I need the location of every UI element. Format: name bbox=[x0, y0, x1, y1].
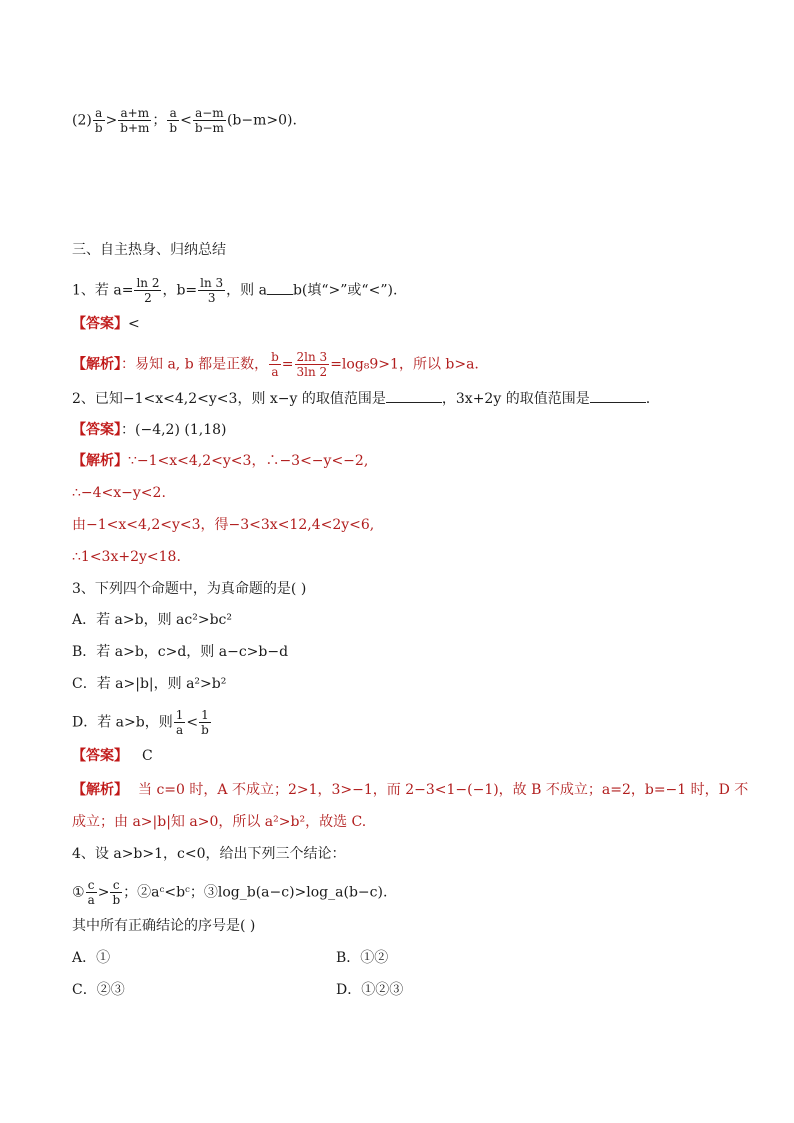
fraction: $\frac{a-m}{b-m}$ bbox=[194, 106, 224, 135]
answer-2 bbox=[72, 420, 226, 440]
q1-tail: ，则 a bbox=[226, 282, 267, 299]
fraction: $\frac{\ln 3}{3}$ bbox=[200, 276, 224, 305]
operator: > bbox=[105, 112, 118, 129]
option-a: A．① bbox=[72, 950, 111, 966]
answer-value: ：(−4,2) (1,18) bbox=[121, 422, 227, 438]
option-c: C．②③ bbox=[72, 982, 125, 998]
exp3-line: 当 c=0 时，A 不成立；2>1，3>−1，而 2−3<1−(−1)，故 B 不成立；a=2，b=−1 时，D 不 bbox=[138, 782, 749, 798]
exp1-post: =log₈9>1，所以 b>a. bbox=[330, 356, 479, 373]
explanation-2-line-1 bbox=[72, 451, 368, 471]
q1-pre: 1、若 a= bbox=[72, 282, 134, 299]
q1-mid: ，b= bbox=[162, 282, 198, 299]
answer-value: < bbox=[128, 316, 140, 332]
fraction: $\frac{c}{a}$ bbox=[87, 878, 95, 907]
option-a: A．若 a>b，则 ac²>bc² bbox=[72, 612, 232, 628]
question-4-ask: 其中所有正确结论的序号是( ) bbox=[72, 918, 256, 934]
property-2-line bbox=[72, 106, 297, 135]
answer-value: C bbox=[142, 748, 153, 764]
question-4: 4、设 a>b>1，c<0，给出下列三个结论： bbox=[72, 846, 346, 862]
question-4-conclusions bbox=[72, 878, 387, 907]
explanation-tag: 【解析】 bbox=[72, 453, 128, 469]
question-3: 3、下列四个命题中，为真命题的是( ) bbox=[72, 581, 307, 597]
condition: (b−m>0). bbox=[226, 112, 297, 129]
conclusions-rest: ；②aᶜ<bᶜ；③log_b(a−c)>log_a(b−c). bbox=[123, 884, 388, 901]
explanation-tag: 【解析】 bbox=[72, 356, 121, 373]
equals: = bbox=[281, 356, 294, 373]
explanation-3-line-2: 成立；由 a>|b|知 a>0，所以 a²>b²，故选 C. bbox=[72, 814, 367, 830]
q2-pre: 2、已知−1<x<4,2<y<3，则 x−y 的取值范围是 bbox=[72, 391, 386, 407]
operator: > bbox=[97, 884, 110, 901]
operator: < bbox=[180, 112, 192, 129]
explanation-1 bbox=[72, 350, 479, 379]
answer-3 bbox=[72, 746, 153, 766]
option-d: D．①②③ bbox=[336, 982, 404, 998]
fraction: $\frac{1}{b}$ bbox=[201, 708, 209, 737]
answer-tag: 【答案】 bbox=[72, 422, 121, 438]
fraction: $\frac{\ln 2}{2}$ bbox=[136, 276, 160, 305]
fraction: $\frac{1}{a}$ bbox=[175, 708, 184, 737]
operator: < bbox=[186, 714, 199, 731]
fraction: $\frac{a}{b}$ bbox=[94, 106, 103, 135]
exp2-line: ∵−1<x<4,2<y<3，∴−3<−y<−2, bbox=[128, 453, 369, 469]
circled-1: ① bbox=[72, 884, 85, 901]
fraction: $\frac{b}{a}$ bbox=[271, 350, 279, 379]
option-b: B．①② bbox=[336, 950, 389, 966]
answer-tag: 【答案】 bbox=[72, 748, 128, 764]
answer-tag: 【答案】 bbox=[72, 316, 128, 332]
q2-end: . bbox=[645, 391, 651, 407]
question-2 bbox=[72, 388, 650, 409]
option-b: B．若 a>b，c>d，则 a−c>b−d bbox=[72, 644, 289, 660]
item-label: (2) bbox=[72, 112, 92, 129]
answer-blank bbox=[386, 388, 442, 403]
answer-blank bbox=[267, 280, 293, 295]
section-title: 三、自主热身、归纳总结 bbox=[72, 242, 226, 258]
answer-1 bbox=[72, 314, 140, 334]
explanation-2-line-4: ∴1<3x+2y<18. bbox=[72, 549, 181, 565]
fraction: $\frac{a+m}{b+m}$ bbox=[120, 106, 150, 135]
fraction: $\frac{a}{b}$ bbox=[169, 106, 178, 135]
question-1 bbox=[72, 276, 397, 305]
option-d bbox=[72, 708, 212, 737]
option-c: C．若 a>|b|，则 a²>b² bbox=[72, 676, 227, 692]
q2-mid: ，3x+2y 的取值范围是 bbox=[441, 391, 590, 407]
explanation-3-line-1 bbox=[72, 780, 748, 800]
explanation-tag: 【解析】 bbox=[72, 782, 128, 798]
fraction: $\frac{c}{b}$ bbox=[112, 878, 121, 907]
fraction: $\frac{2\ln 3}{3\ln 2}$ bbox=[296, 350, 328, 379]
explanation-2-line-3: 由−1<x<4,2<y<3，得−3<3x<12,4<2y<6, bbox=[72, 517, 375, 533]
option-d-text: D．若 a>b，则 bbox=[72, 714, 173, 731]
explanation-2-line-2: ∴−4<x−y<2. bbox=[72, 485, 166, 501]
q1-tail2: b(填“>”或“<”). bbox=[292, 282, 398, 299]
exp1-pre: ：易知 a, b 都是正数， bbox=[121, 356, 269, 373]
answer-blank bbox=[590, 388, 646, 403]
separator: ； bbox=[152, 112, 167, 129]
